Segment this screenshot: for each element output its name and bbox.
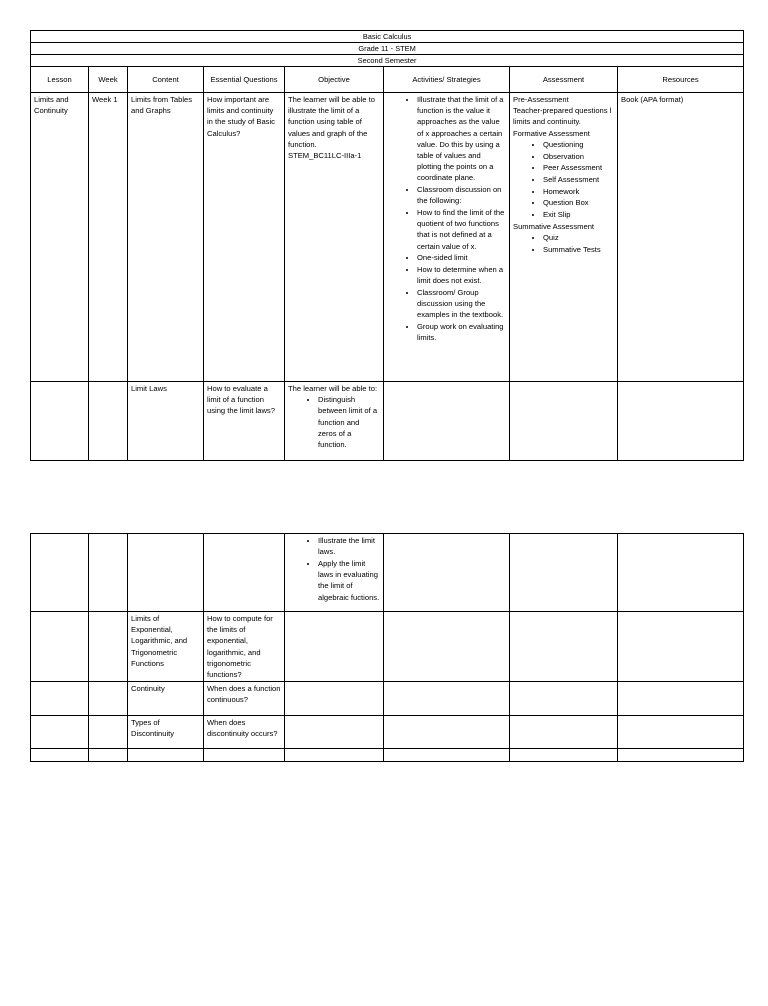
activities-cell <box>384 382 510 461</box>
content-cell <box>128 749 204 762</box>
competency-code: STEM_BC11LC-IIIa-1 <box>288 151 362 161</box>
week-cell <box>89 716 128 749</box>
lesson-cell <box>31 382 89 461</box>
pre-assessment-text: Teacher-prepared questions l limits and continuity. <box>513 106 612 127</box>
assessment-cell <box>510 382 618 461</box>
content-cell: Continuity <box>128 682 204 716</box>
lesson-cell <box>31 534 89 612</box>
course-title: Basic Calculus <box>31 31 744 43</box>
objective-cell <box>285 612 384 682</box>
week-cell <box>89 612 128 682</box>
resources-cell <box>618 382 744 461</box>
activities-cell <box>384 749 510 762</box>
col-header-lesson: Lesson <box>31 67 89 93</box>
week-cell <box>89 749 128 762</box>
resources-cell <box>618 612 744 682</box>
summative-list <box>513 232 614 255</box>
semester-title: Second Semester <box>31 55 744 67</box>
list-item: • Summative Tests <box>543 244 614 255</box>
lesson-cell <box>31 749 89 762</box>
objective-list <box>288 394 380 450</box>
table-row <box>31 749 744 762</box>
list-item: • Classroom discussion on the following: <box>417 184 506 206</box>
week-cell <box>89 534 128 612</box>
week-cell: Week 1 <box>89 93 128 382</box>
col-header-content: Content <box>128 67 204 93</box>
week-cell <box>89 382 128 461</box>
content-cell: Types of Discontinuity <box>128 716 204 749</box>
lesson-cell <box>31 716 89 749</box>
objective-cell <box>285 93 384 382</box>
assessment-cell <box>510 716 618 749</box>
table-row <box>31 534 744 612</box>
list-item: • Question Box <box>543 197 614 208</box>
list-item: • One-sided limit <box>417 252 506 263</box>
content-cell: Limit Laws <box>128 382 204 461</box>
table-row <box>31 612 744 682</box>
objective-cell <box>285 534 384 612</box>
list-item: • Self Assessment <box>543 174 614 185</box>
assessment-cell <box>510 749 618 762</box>
objective-text: The learner will be able to illustrate the limit of a function using table of values and graph of the function. <box>288 95 375 149</box>
assessment-cell <box>510 534 618 612</box>
assessment-cell <box>510 93 618 382</box>
col-header-activities: Activities/ Strategies <box>384 67 510 93</box>
col-header-objective: Objective <box>285 67 384 93</box>
question-cell: How to evaluate a limit of a function using the limit laws? <box>204 382 285 461</box>
objective-cell <box>285 716 384 749</box>
table-row <box>31 93 744 382</box>
list-item: • Homework <box>543 186 614 197</box>
objective-cell <box>285 749 384 762</box>
list-item: • Observation <box>543 151 614 162</box>
list-item: • How to find the limit of the quotient of two functions that is not defined at a certain value of x. <box>417 207 506 252</box>
list-item: • Illustrate the limit laws. <box>318 535 380 557</box>
col-header-assessment: Assessment <box>510 67 618 93</box>
question-cell: How to compute for the limits of exponential, logarithmic, and trigonometric functions? <box>204 612 285 682</box>
content-cell <box>128 534 204 612</box>
pre-assessment-title: Pre-Assessment <box>513 95 569 104</box>
question-cell: When does a function continuous? <box>204 682 285 716</box>
col-header-essential-questions: Essential Questions <box>204 67 285 93</box>
question-cell: How important are limits and continuity in the study of Basic Calculus? <box>204 93 285 382</box>
assessment-cell <box>510 612 618 682</box>
curriculum-table-page1 <box>30 30 744 461</box>
list-item: • Exit Slip <box>543 209 614 220</box>
summative-assessment-title: Summative Assessment <box>513 221 595 231</box>
activities-cell <box>384 534 510 612</box>
activities-cell <box>384 716 510 749</box>
question-cell <box>204 749 285 762</box>
list-item: • Apply the limit laws in evaluating the limit of algebraic fuctions. <box>318 558 380 603</box>
activities-list <box>387 94 506 343</box>
activities-cell <box>384 93 510 382</box>
assessment-cell <box>510 682 618 716</box>
lesson-cell: Limits and Continuity <box>31 93 89 382</box>
objective-cell <box>285 682 384 716</box>
resources-cell <box>618 716 744 749</box>
table-row <box>31 682 744 716</box>
activities-cell <box>384 682 510 716</box>
list-item: • Distinguish between limit of a function and zeros of a function. <box>318 394 380 450</box>
resources-cell <box>618 534 744 612</box>
question-cell: When does discontinuity occurs? <box>204 716 285 749</box>
list-item: • Group work on evaluating limits. <box>417 321 506 343</box>
week-cell <box>89 682 128 716</box>
question-cell <box>204 534 285 612</box>
lesson-cell <box>31 612 89 682</box>
formative-assessment-title: Formative Assessment <box>513 128 590 138</box>
col-header-week: Week <box>89 67 128 93</box>
objective-cell <box>285 382 384 461</box>
lesson-cell <box>31 682 89 716</box>
list-item: • Questioning <box>543 139 614 150</box>
resources-cell <box>618 682 744 716</box>
list-item: • Illustrate that the limit of a function is the value it approaches as the value of x approaches a certain value. Do this by using a table of values and plotting the points on a coordinate plane. <box>417 94 506 184</box>
resources-cell <box>618 749 744 762</box>
list-item: • How to determine when a limit does not exist. <box>417 264 506 286</box>
resources-cell: Book (APA format) <box>618 93 744 382</box>
list-item: • Quiz <box>543 232 614 243</box>
content-cell: Limits from Tables and Graphs <box>128 93 204 382</box>
curriculum-table-page2 <box>30 533 744 762</box>
list-item: • Peer Assessment <box>543 162 614 173</box>
list-item: • Classroom/ Group discussion using the examples in the textbook. <box>417 287 506 321</box>
activities-cell <box>384 612 510 682</box>
table-row <box>31 382 744 461</box>
content-cell: Limits of Exponential, Logarithmic, and Trigonometric Functions <box>128 612 204 682</box>
col-header-resources: Resources <box>618 67 744 93</box>
table-row <box>31 716 744 749</box>
formative-list <box>513 139 614 220</box>
grade-title: Grade 11 - STEM <box>31 43 744 55</box>
objective-intro: The learner will be able to: <box>288 384 378 393</box>
objective-list <box>288 535 380 603</box>
